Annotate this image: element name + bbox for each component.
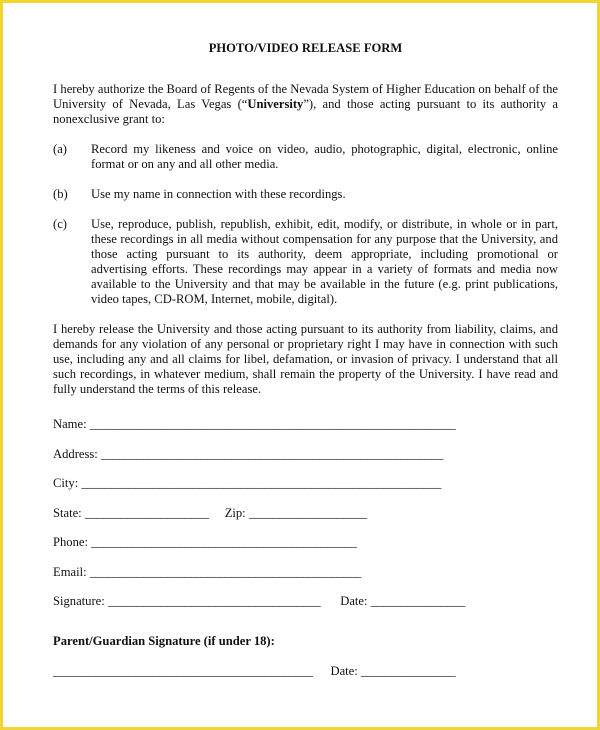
- state-zip-row: [53, 506, 558, 536]
- zip-input-line[interactable]: ____________________: [248, 505, 367, 520]
- date-input-line[interactable]: ________________: [370, 594, 466, 608]
- phone-label: Phone:: [53, 535, 88, 549]
- item-text: Record my likeness and voice on video, audio, photographic, digital, electronic, online format or on any and all other media.: [91, 142, 558, 171]
- guardian-date-line[interactable]: ________________: [360, 663, 456, 678]
- item-text: Use, reproduce, publish, republish, exhibit, edit, modify, or distribute, in whole or in part, these recordings in all media without compensation for any purpose that the University, and those acting pursuant to its authority, deem appropriate, including promotional or advertising efforts. These recordings may appear in a variety of formats and media now available to the University and that may be available in the future (e.g. print publications, video tapes, CD-ROM, Internet, mobile, digital).: [91, 217, 558, 306]
- item-label: (b): [53, 187, 68, 201]
- city-input-line[interactable]: _____________________________________________________________: [81, 476, 442, 490]
- release-paragraph: I hereby release the University and those acting pursuant to its authority from liability, claims, and demands for any violation of any personal or proprietary right I may have in connection with such use, including any and all claims for libel, defamation, or invasion of privacy. I understand that all such recordings, in whatever medium, shall remain the property of the University. I have read and fully understand the terms of this release.: [53, 322, 558, 396]
- signature-label: Signature:: [53, 594, 105, 608]
- grant-item-a: [53, 142, 558, 172]
- phone-input-line[interactable]: _____________________________________________: [91, 535, 357, 549]
- guardian-signature-line[interactable]: ____________________________________________: [53, 663, 313, 678]
- email-label: Email:: [53, 564, 87, 579]
- email-field-row: [53, 565, 558, 595]
- city-label: City:: [53, 476, 79, 490]
- signature-input-line[interactable]: ____________________________________: [107, 594, 321, 608]
- intro-text-start: I hereby authorize the Board of Regents of the Nevada System of Higher Education on behalf of the University of Nevada, Las Vegas (“: [53, 82, 558, 111]
- state-label: State:: [53, 505, 82, 520]
- item-label: (c): [53, 217, 67, 231]
- phone-field-row: [53, 535, 558, 565]
- name-field-row: [53, 417, 558, 447]
- document-page: [53, 41, 558, 693]
- item-text: Use my name in connection with these recordings.: [91, 187, 346, 201]
- intro-paragraph: [53, 82, 558, 127]
- grant-item-b: [53, 187, 558, 202]
- state-input-line[interactable]: _____________________: [84, 505, 209, 520]
- address-label: Address:: [53, 446, 98, 461]
- intro-bold-term: University: [247, 97, 304, 111]
- city-field-row: [53, 476, 558, 506]
- zip-label: Zip:: [224, 505, 246, 520]
- email-input-line[interactable]: ______________________________________________: [89, 564, 361, 579]
- guardian-signature-row: [53, 664, 558, 694]
- form-title: PHOTO/VIDEO RELEASE FORM: [208, 41, 403, 55]
- guardian-signature-heading: Parent/Guardian Signature (if under 18):: [53, 633, 275, 648]
- guardian-date-label: Date:: [330, 663, 358, 678]
- address-field-row: [53, 447, 558, 477]
- grant-item-c: [53, 217, 558, 307]
- item-label: (a): [53, 142, 67, 156]
- name-label: Name:: [53, 417, 87, 431]
- signature-date-row: [53, 594, 558, 624]
- intro-text-end: ”), and those acting pursuant to its authority a nonexclusive grant to:: [53, 97, 558, 126]
- address-input-line[interactable]: __________________________________________________________: [100, 446, 443, 461]
- name-input-line[interactable]: ______________________________________________________________: [89, 417, 456, 431]
- date-label: Date:: [340, 594, 368, 608]
